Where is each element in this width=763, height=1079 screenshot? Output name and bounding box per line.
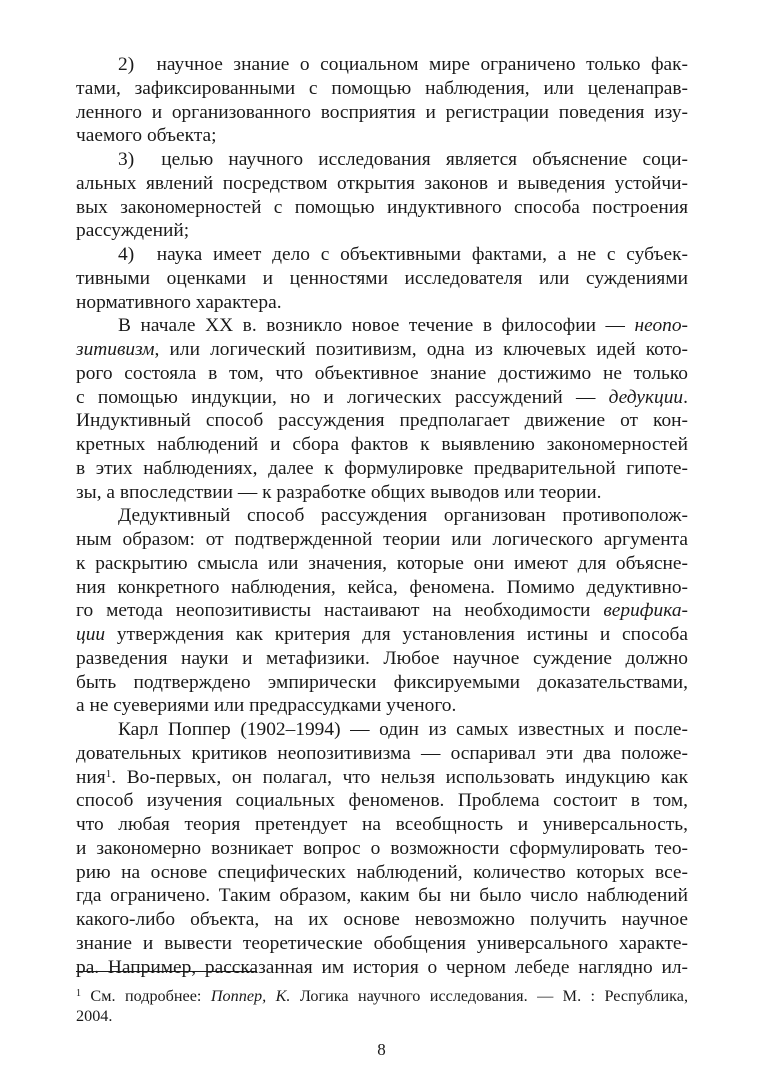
text-line: рого состояла в том, что объективное знание достижимо не только bbox=[76, 362, 688, 384]
footnote bbox=[76, 987, 688, 1026]
text-line: способ изучения социальных феноменов. Проблема состоит в том, bbox=[76, 790, 688, 812]
list-item-4-line: 4) наука имеет дело с объективными фактами, а не с субъек- bbox=[118, 244, 688, 265]
text-line: ния$^1$. Во-первых, он полагал, что нельзя использовать индукцию как bbox=[76, 766, 688, 788]
footnote-marker: 1 bbox=[76, 988, 81, 999]
text-line: какого-либо объекта, на их основе невозможно получить научное bbox=[76, 909, 688, 930]
text-line: разведения науки и метафизики. Любое научное суждение должно bbox=[76, 647, 688, 669]
list-item-2-line: 2) научное знание о социальном мире ограничено только фак- bbox=[118, 54, 688, 75]
text-line: к раскрытию смысла или значения, которые они имеют для объясне- bbox=[76, 552, 688, 574]
text-line: рассуждений; bbox=[76, 220, 190, 242]
list-item-3-line: 3) целью научного исследования является объяснение соци- bbox=[118, 149, 688, 170]
list-number: 3) bbox=[118, 149, 135, 170]
text-line: кретных наблюдений и сбора фактов к выявлению закономерностей bbox=[76, 434, 688, 455]
text-line: с помощью индукции, но и логических рассуждений — дедукции. bbox=[76, 386, 688, 408]
text-line: тами, зафиксированными с помощью наблюдения, или целенаправ- bbox=[76, 77, 688, 99]
italic-term: зитивизм bbox=[76, 339, 155, 360]
text-line: го метода неопозитивисты настаивают на необходимости верифика- bbox=[76, 600, 688, 622]
text-line: быть подтверждено эмпирически фиксируемыми доказательствами, bbox=[76, 671, 688, 693]
text-line: тивными оценками и ценностями исследователя или суждениями bbox=[76, 267, 688, 289]
text-line: ленного и организованного восприятия и регистрации поведения изу- bbox=[76, 101, 688, 123]
text-line: что любая теория претендует на всеобщность и универсальность, bbox=[76, 814, 688, 835]
italic-term: неопо- bbox=[634, 315, 688, 337]
text-line: ции утверждения как критерия для установления истины и способа bbox=[76, 624, 688, 645]
text-line: довательных критиков неопозитивизма — оспаривал эти два положе- bbox=[76, 742, 688, 764]
list-number: 2) bbox=[118, 54, 135, 75]
footnote-line: 2004. bbox=[76, 1006, 113, 1025]
text-line: а не суевериями или предрассудками ученого. bbox=[76, 695, 457, 717]
text-line: Индуктивный способ рассуждения предполагает движение от кон- bbox=[76, 410, 688, 432]
italic-term: верифика- bbox=[603, 600, 688, 622]
footnote-reference[interactable]: 1 bbox=[105, 767, 112, 780]
paragraph-first-line: В начале XX в. возникло новое течение в философии — неопо- bbox=[118, 315, 688, 337]
body-text bbox=[76, 53, 688, 979]
page-number: 8 bbox=[377, 1040, 386, 1059]
text-line: рию на основе специфических наблюдений, количество которых все- bbox=[76, 861, 688, 883]
text-line: знание и вывести теоретические обобщения универсального характе- bbox=[76, 932, 688, 954]
text-line: нормативного характера. bbox=[76, 291, 282, 313]
list-number: 4) bbox=[118, 244, 135, 265]
text-line: и закономерно возникает вопрос о возможности сформулировать тео- bbox=[76, 837, 688, 859]
paragraph-first-line: Карл Поппер (1902–1994) — один из самых известных и после- bbox=[118, 719, 688, 740]
text-line: гда ограничено. Таким образом, каким бы ни было число наблюдений bbox=[76, 885, 688, 907]
footnote-line: $^1$ См. подробнее: Поппер, К. Логика научного исследования. — М. : Республика, bbox=[76, 987, 689, 1005]
text-line: зы, а впоследствии — к разработке общих выводов или теории. bbox=[76, 481, 602, 503]
footnote-separator bbox=[76, 971, 257, 972]
text-line: альных явлений посредством открытия законов и выведения устойчи- bbox=[76, 172, 688, 194]
footnote-author: Поппер, К. bbox=[210, 987, 291, 1005]
text-line: ным образом: от подтвержденной теории или логического аргумента bbox=[76, 529, 688, 550]
text-line: в этих наблюдениях, далее к формулировке предварительной гипоте- bbox=[76, 457, 688, 479]
text-line: вых закономерностей с помощью индуктивного способа построения bbox=[76, 196, 688, 218]
text-line: чаемого объекта; bbox=[76, 125, 217, 147]
italic-term: ции bbox=[76, 624, 106, 645]
text-line: зитивизм, или логический позитивизм, одна из ключевых идей кото- bbox=[76, 339, 688, 360]
italic-term: дедукции bbox=[608, 386, 684, 408]
paragraph-first-line: Дедуктивный способ рассуждения организован противополож- bbox=[118, 505, 688, 527]
text-line: ра. Например, рассказанная им история о черном лебеде наглядно ил- bbox=[76, 956, 688, 978]
text-line: ния конкретного наблюдения, кейса, феномена. Помимо дедуктивно- bbox=[76, 576, 688, 598]
